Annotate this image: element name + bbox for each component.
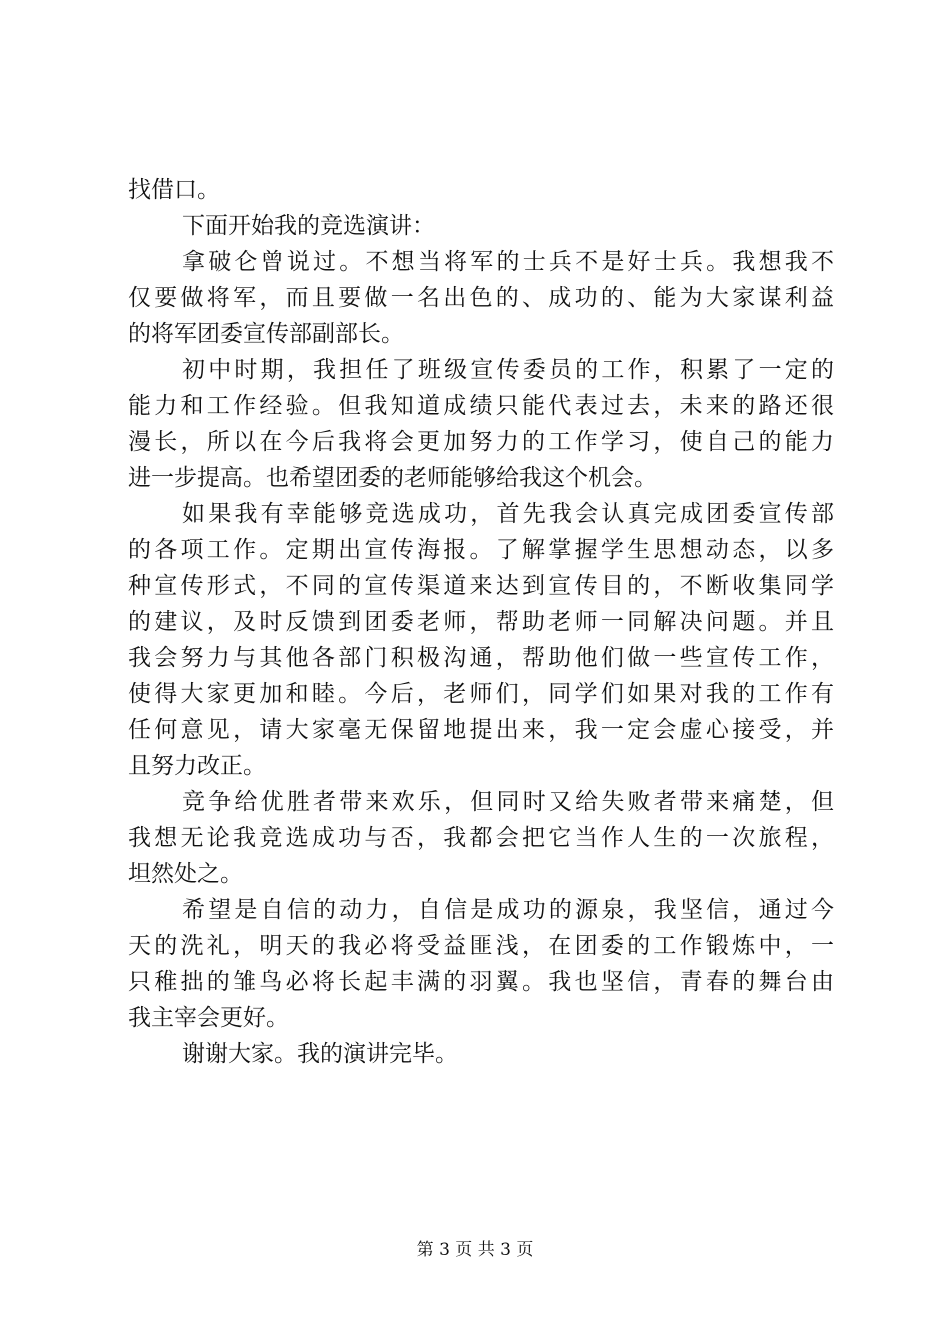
- text-line: 找借口。: [128, 177, 220, 203]
- text-line: 谢谢大家。我的演讲完毕。: [182, 1041, 458, 1067]
- text-line: 漫长，所以在今后我将会更加努力的工作学习，使自己的能力: [128, 429, 834, 455]
- page-number-footer: 第 3 页 共 3 页: [416, 1240, 534, 1260]
- text-line: 希望是自信的动力，自信是成功的源泉，我坚信，通过今: [182, 897, 834, 923]
- text-line: 使得大家更加和睦。今后，老师们，同学们如果对我的工作有: [128, 681, 834, 707]
- text-line: 仅要做将军，而且要做一名出色的、成功的、能为大家谋利益: [128, 285, 834, 311]
- text-line: 任何意见，请大家毫无保留地提出来，我一定会虚心接受，并: [128, 717, 834, 743]
- text-line: 拿破仑曾说过。不想当将军的士兵不是好士兵。我想我不: [182, 249, 834, 275]
- text-line: 初中时期，我担任了班级宣传委员的工作，积累了一定的: [182, 357, 834, 383]
- text-line: 且努力改正。: [128, 753, 266, 779]
- text-line: 天的洗礼，明天的我必将受益匪浅，在团委的工作锻炼中，一: [128, 933, 834, 959]
- text-line: 我想无论我竞选成功与否，我都会把它当作人生的一次旅程，: [128, 825, 834, 851]
- text-line: 进一步提高。也希望团委的老师能够给我这个机会。: [128, 465, 657, 491]
- text-line: 我主宰会更好。: [128, 1005, 289, 1031]
- document-body: [128, 172, 834, 1072]
- text-line: 竞争给优胜者带来欢乐，但同时又给失败者带来痛楚，但: [182, 789, 834, 815]
- text-line: 坦然处之。: [128, 861, 243, 887]
- text-line: 的各项工作。定期出宣传海报。了解掌握学生思想动态，以多: [128, 537, 834, 563]
- text-line: 种宣传形式，不同的宣传渠道来达到宣传目的，不断收集同学: [128, 573, 834, 599]
- text-line: 能力和工作经验。但我知道成绩只能代表过去，未来的路还很: [128, 393, 834, 419]
- text-line: 我会努力与其他各部门积极沟通，帮助他们做一些宣传工作，: [128, 645, 834, 671]
- text-line: 下面开始我的竞选演讲：: [182, 213, 435, 239]
- text-line: 的将军团委宣传部副部长。: [128, 321, 404, 347]
- text-line: 如果我有幸能够竞选成功，首先我会认真完成团委宣传部: [182, 501, 834, 527]
- text-line: 的建议，及时反馈到团委老师，帮助老师一同解决问题。并且: [128, 609, 834, 635]
- text-line: 只稚拙的雏鸟必将长起丰满的羽翼。我也坚信，青春的舞台由: [128, 969, 834, 995]
